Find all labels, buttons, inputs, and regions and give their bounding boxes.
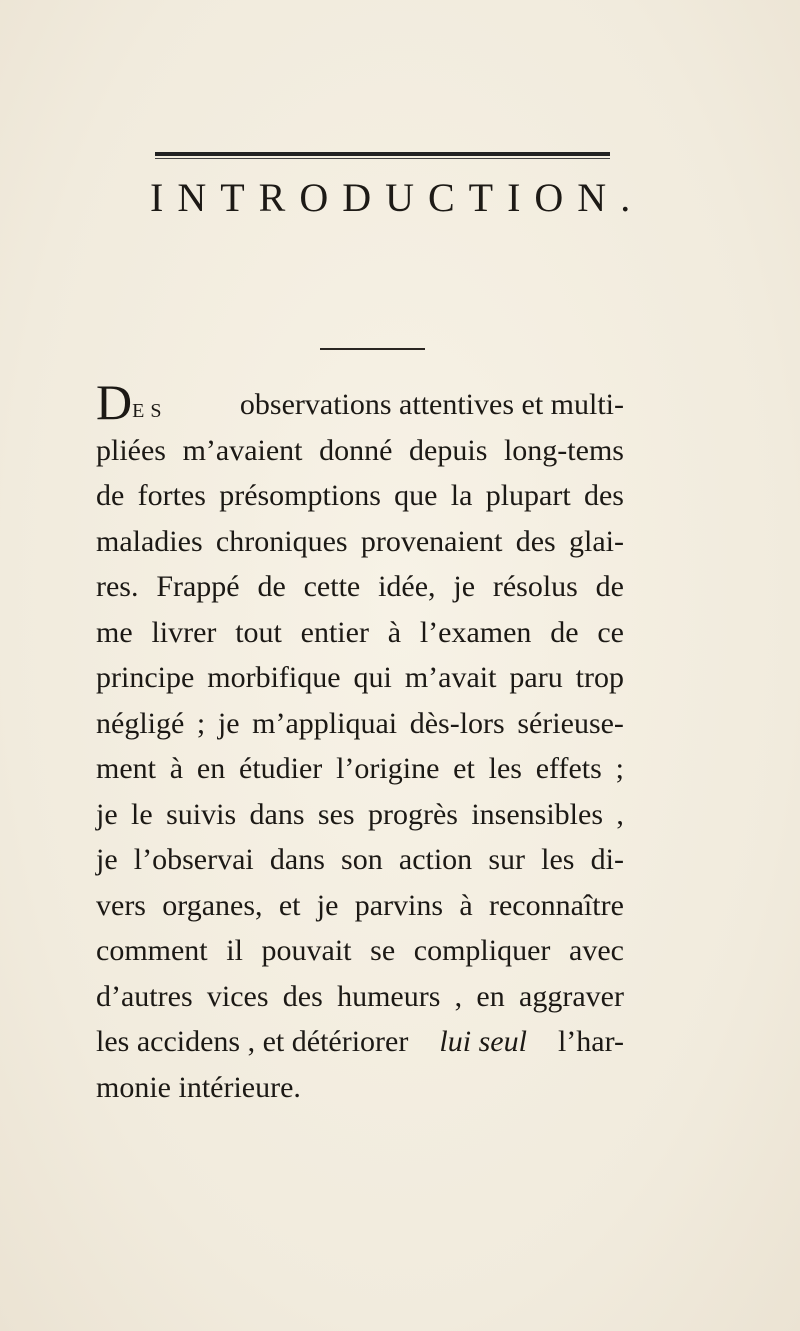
- word: ses: [317, 797, 355, 831]
- word: l’observai: [133, 843, 254, 876]
- word: tout: [235, 615, 282, 649]
- word: sur: [488, 843, 525, 876]
- word: la: [450, 479, 473, 512]
- word: organes,: [162, 888, 263, 922]
- word: l’origine: [336, 752, 440, 785]
- word: me: [96, 615, 133, 649]
- header-rule-thick: [155, 152, 610, 156]
- word: dans: [249, 797, 305, 831]
- word: reconnaître: [489, 888, 624, 922]
- word: parvins: [354, 888, 444, 922]
- word: glai-: [569, 524, 624, 558]
- word: je: [453, 570, 476, 603]
- word: aggraver: [519, 979, 624, 1013]
- word: m’appliquai: [252, 706, 398, 740]
- word: m’avaient: [182, 433, 303, 467]
- word: de: [550, 615, 579, 649]
- text-line-7: [96, 655, 624, 701]
- text-line-12: [96, 883, 624, 929]
- word: et: [453, 752, 475, 785]
- word: de: [257, 570, 286, 603]
- separator-rule: [320, 348, 425, 350]
- word: vices: [206, 979, 269, 1013]
- word: le: [131, 797, 153, 831]
- text-line-1: [96, 374, 624, 430]
- word: je: [316, 888, 339, 922]
- word: présomptions: [219, 479, 381, 512]
- word: l’examen: [419, 615, 532, 649]
- word: ;: [615, 752, 624, 785]
- line-1-rest: observations attentives et multi-: [239, 388, 624, 421]
- body-text: [96, 374, 624, 1110]
- word: morbifique: [207, 661, 341, 694]
- text-line-6: [96, 610, 624, 656]
- text-line-9: [96, 746, 624, 792]
- word: ,: [454, 979, 463, 1013]
- text-line-16: monie intérieure.: [96, 1070, 301, 1104]
- word: il: [226, 934, 243, 967]
- opening-words: [96, 374, 168, 430]
- text-line-14: [96, 974, 624, 1020]
- word: de: [595, 570, 624, 603]
- word: paru: [509, 661, 563, 694]
- word: des: [583, 479, 624, 512]
- word: principe: [96, 661, 195, 694]
- word: ,: [616, 797, 624, 831]
- word: effets: [535, 752, 602, 785]
- text-line-8: [96, 701, 624, 747]
- word: comment: [96, 934, 208, 967]
- word: à: [459, 888, 473, 922]
- word: je: [96, 843, 118, 876]
- word: se: [370, 934, 396, 967]
- word: étudier: [239, 752, 323, 785]
- word: compliquer: [413, 934, 551, 967]
- word: son: [341, 843, 383, 876]
- word: pliées: [96, 433, 166, 467]
- word: je: [217, 706, 240, 740]
- word: insensibles: [471, 797, 604, 831]
- word: fortes: [137, 479, 206, 512]
- drop-cap-rest: ES: [132, 400, 168, 422]
- word: les: [541, 843, 575, 876]
- text-line-3: [96, 473, 624, 519]
- word: d’autres: [96, 979, 193, 1013]
- word: dans: [269, 843, 325, 876]
- word: depuis: [409, 433, 488, 467]
- line-15-before: les accidens , et détériorer: [96, 1025, 409, 1058]
- word: humeurs: [337, 979, 441, 1013]
- word: m’avait: [404, 661, 497, 694]
- text-line-11: [96, 837, 624, 883]
- word: de: [96, 479, 125, 512]
- word: négligé: [96, 706, 185, 740]
- line-15-italic: lui seul: [439, 1025, 527, 1058]
- word: cette: [303, 570, 361, 603]
- word: progrès: [367, 797, 458, 831]
- word: dès-lors: [409, 706, 505, 740]
- text-line-5: [96, 564, 624, 610]
- word: sérieuse-: [517, 706, 624, 740]
- text-line-4: [96, 519, 624, 565]
- word: donné: [319, 433, 393, 467]
- word: des: [282, 979, 323, 1013]
- word: en: [196, 752, 226, 785]
- drop-cap: D: [96, 374, 133, 430]
- word: en: [476, 979, 505, 1013]
- word: ;: [196, 706, 206, 740]
- word: provenaient: [360, 524, 503, 558]
- word: à: [387, 615, 402, 649]
- word: Frappé: [156, 570, 240, 603]
- header-rule-thin: [155, 158, 610, 159]
- word: les: [488, 752, 522, 785]
- word: avec: [569, 934, 624, 967]
- word: entier: [300, 615, 369, 649]
- word: idée,: [378, 570, 436, 603]
- text-line-2: [96, 428, 624, 474]
- word: chroniques: [215, 524, 348, 558]
- chapter-heading: INTRODUCTION.: [150, 175, 645, 220]
- word: ment: [96, 752, 156, 785]
- word: des: [515, 524, 556, 558]
- word: livrer: [151, 615, 217, 649]
- text-line-10: [96, 792, 624, 838]
- word: je: [96, 797, 118, 831]
- word: action: [398, 843, 473, 876]
- text-line-15: [96, 1019, 624, 1065]
- word: res.: [96, 570, 139, 603]
- word: qui: [353, 661, 392, 694]
- word: à: [169, 752, 184, 785]
- word: maladies: [96, 524, 203, 558]
- word: et: [278, 888, 301, 922]
- text-line-13: [96, 928, 624, 974]
- word: ce: [597, 615, 624, 649]
- word: trop: [575, 661, 624, 694]
- word: résolus: [492, 570, 578, 603]
- word: que: [394, 479, 438, 512]
- word: long-tems: [503, 433, 624, 467]
- word: vers: [96, 888, 146, 922]
- word: pouvait: [261, 934, 352, 967]
- word: plupart: [485, 479, 571, 512]
- word: suivis: [166, 797, 237, 831]
- line-15-after: l’har-: [557, 1025, 624, 1058]
- word: di-: [590, 843, 624, 876]
